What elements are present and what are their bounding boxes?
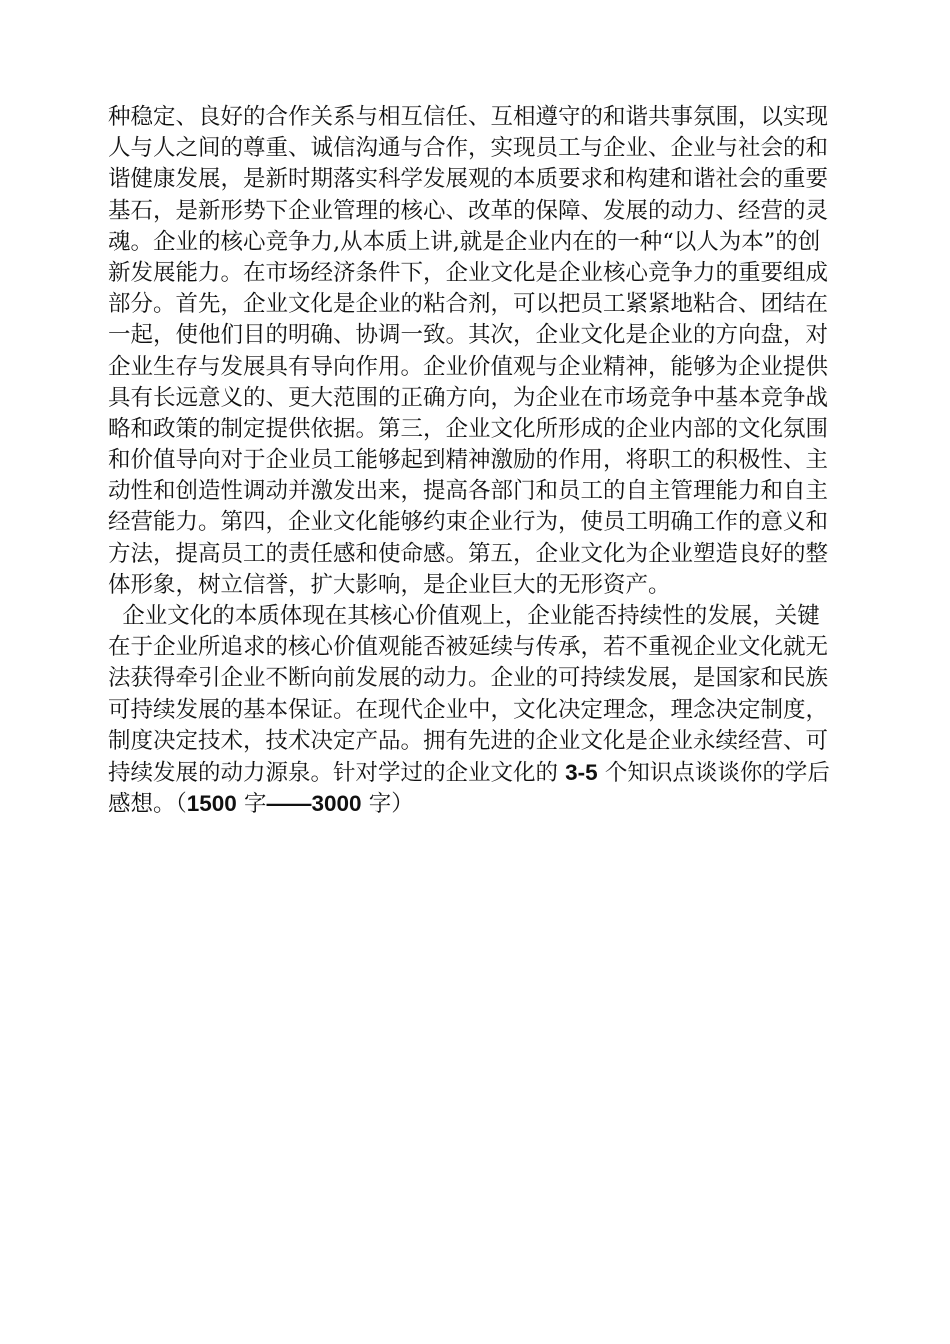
word-count-max: ——3000 bbox=[266, 791, 362, 817]
text-line-12: 和价值导向对于企业员工能够起到精神激励的作用，将职工的积极性、主 bbox=[108, 447, 829, 474]
text-line-22-part1: 持续发展的动力源泉。针对学过的企业文化的 bbox=[108, 759, 566, 786]
text-line-19: 法获得牵引企业不断向前发展的动力。企业的可持续发展，是国家和民族 bbox=[108, 665, 829, 692]
text-line-16: 体形象，树立信誉，扩大影响，是企业巨大的无形资产。 bbox=[108, 571, 671, 598]
text-line-10: 具有长远意义的、更大范围的正确方向，为企业在市场竞争中基本竞争战 bbox=[108, 384, 829, 411]
text-line-23 bbox=[108, 788, 868, 819]
text-line-7: 部分。首先，企业文化是企业的粘合剂，可以把员工紧紧地粘合、团结在 bbox=[108, 291, 829, 318]
text-line-23-part5: 字） bbox=[361, 791, 414, 818]
text-line-6: 新发展能力。在市场经济条件下，企业文化是企业核心竞争力的重要组成 bbox=[108, 259, 829, 286]
text-line-3: 谐健康发展，是新时期落实科学发展观的本质要求和构建和谐社会的重要 bbox=[108, 166, 829, 193]
text-line-11: 略和政策的制定提供依据。第三，企业文化所形成的企业内部的文化氛围 bbox=[108, 415, 829, 442]
text-line-1: 种稳定、良好的合作关系与相互信任、互相遵守的和谐共事氛围，以实现 bbox=[108, 104, 829, 130]
text-line-22-part3: 个知识点谈谈你的学后 bbox=[597, 759, 830, 786]
text-line-15: 方法，提高员工的责任感和使命感。第五，企业文化为企业塑造良好的整 bbox=[108, 540, 829, 567]
text-line-22 bbox=[108, 757, 868, 788]
text-line-5: 魂。企业的核心竞争力,从本质上讲,就是企业内在的一种“以人为本”的创 bbox=[108, 228, 821, 255]
word-count-min: 1500 bbox=[186, 791, 237, 817]
text-line-21: 制度决定技术，技术决定产品。拥有先进的企业文化是企业永续经营、可 bbox=[108, 727, 829, 754]
text-line-23-part1: 感想。（ bbox=[108, 791, 187, 818]
text-line-8: 一起，使他们目的明确、协调一致。其次，企业文化是企业的方向盘，对 bbox=[108, 322, 829, 349]
text-line-14: 经营能力。第四，企业文化能够约束企业行为，使员工明确工作的意义和 bbox=[108, 509, 829, 536]
text-line-17: 企业文化的本质体现在其核心价值观上，企业能否持续性的发展，关键 bbox=[108, 603, 820, 629]
text-line-13: 动性和创造性调动并激发出来，提高各部门和员工的自主管理能力和自主 bbox=[108, 478, 829, 505]
text-line-18: 在于企业所追求的核心价值观能否被延续与传承，若不重视企业文化就无 bbox=[108, 634, 829, 661]
text-line-20: 可持续发展的基本保证。在现代企业中，文化决定理念，理念决定制度， bbox=[108, 696, 829, 723]
text-line-23-part3: 字 bbox=[236, 791, 267, 818]
body-text bbox=[108, 102, 868, 819]
word-range: 3-5 bbox=[565, 759, 598, 785]
text-line-9: 企业生存与发展具有导向作用。企业价值观与企业精神，能够为企业提供 bbox=[108, 353, 829, 380]
text-line-4: 基石，是新形势下企业管理的核心、改革的保障、发展的动力、经营的灵 bbox=[108, 197, 829, 224]
text-line-2: 人与人之间的尊重、诚信沟通与合作，实现员工与企业、企业与社会的和 bbox=[108, 135, 829, 162]
